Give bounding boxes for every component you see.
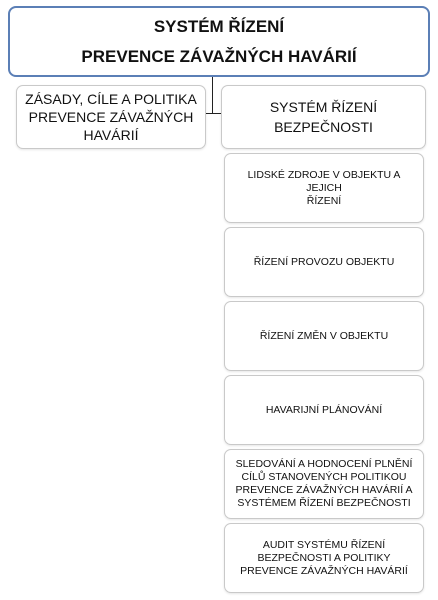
child-line: SLEDOVÁNÍ A HODNOCENÍ PLNĚNÍ [235, 458, 413, 470]
child-node-change-management [224, 301, 424, 371]
child-line: AUDIT SYSTÉMU ŘÍZENÍ [262, 538, 386, 551]
child-node-operations [224, 227, 424, 297]
policy-line2: PREVENCE ZÁVAŽNÝCH [28, 109, 194, 125]
child-line: PREVENCE ZÁVAŽNÝCH HAVÁRIÍ [240, 564, 408, 577]
child-line: SYSTÉMEM ŘÍZENÍ BEZPEČNOSTI [237, 497, 411, 509]
child-line: ŘÍZENÍ PROVOZU OBJEKTU [253, 255, 395, 268]
child-line: ŘÍZENÍ ZMĚN V OBJEKTU [259, 329, 389, 342]
child-line: BEZPEČNOSTI A POLITIKY [257, 551, 391, 564]
root-node [8, 6, 430, 77]
child-node-audit [224, 523, 424, 593]
policy-node [16, 85, 206, 149]
child-line: HAVARIJNÍ PLÁNOVÁNÍ [265, 403, 383, 416]
policy-line1: ZÁSADY, CÍLE A POLITIKA [25, 91, 197, 107]
child-node-emergency-planning [224, 375, 424, 445]
child-node-human-resources [224, 153, 424, 223]
child-line: ŘÍZENÍ [306, 194, 342, 207]
safety-management-line1: SYSTÉM ŘÍZENÍ [269, 99, 378, 115]
safety-management-node [221, 85, 426, 149]
root-title-line1: SYSTÉM ŘÍZENÍ [153, 16, 285, 36]
connector-right [212, 113, 221, 114]
safety-management-line2: BEZPEČNOSTI [274, 119, 373, 135]
connector-trunk [212, 77, 213, 114]
child-line: LIDSKÉ ZDROJE V OBJEKTU A JEJICH [247, 168, 401, 194]
root-title-line2: PREVENCE ZÁVAŽNÝCH HAVÁRIÍ [81, 46, 357, 66]
policy-line3: HAVÁRIÍ [83, 127, 139, 143]
child-node-monitoring [224, 449, 424, 519]
child-line: PREVENCE ZÁVAŽNÝCH HAVÁRIÍ A [235, 484, 413, 496]
child-line: CÍLŮ STANOVENÝCH POLITIKOU [241, 471, 407, 483]
